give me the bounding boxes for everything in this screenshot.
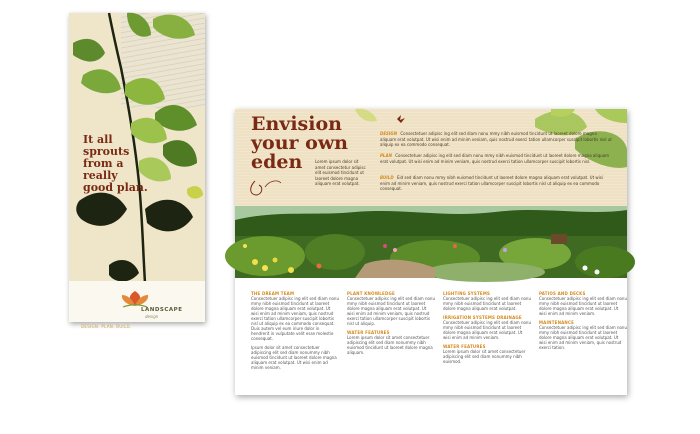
column-dream-team [251, 287, 339, 370]
column-heading: MAINTENANCE [539, 320, 575, 325]
column-heading: WATER FEATURES [443, 344, 486, 349]
section-text: Eid sed diam nonu mmy nibh euismod tincidunt ut laoreet dolore magna aliquam erat volutpat. Ut wisi enim ad minim veniam, quis nostrud exerci tation ullamcorper suscipit lobortis nisl ut aliquip ex ea commodo consequat. [380, 175, 604, 191]
column-text: Consectetuer adipisc ing elit sed diam nonu mmy nibh euismod tincidunt ut laoreet dolore magna aliquam erat volutpat. [443, 296, 531, 311]
intro-text: Lorem ipsum dolor sit amet consectetur adipisc elit euismod tincidunt ut laoreet dolore magna aliquam erat volutpat. [315, 159, 366, 186]
brochure-inside-spread [235, 109, 627, 395]
column-text: Ipsum dolor sit amet consectetuer adipiscing elit sed diam nonummy nibh euismod tincidunt ut laoreet dolore magna aliquam erat volutpat. Ut wisi enim ad minim veniam. [251, 345, 337, 370]
section-label: BUILD [380, 175, 394, 180]
garden-photo [235, 206, 627, 278]
column-heading: WATER FEATURES [347, 330, 390, 335]
section-label: DESIGN [380, 131, 398, 136]
brochure-front-panel [69, 13, 205, 329]
lotus-logo-icon [115, 290, 155, 308]
section-build [380, 175, 614, 192]
section-text: Consectetuer adipisc ing elit sed diam nonu mmy nibh euismod tincidunt ut laoreet dolore magna aliquam erat volutpat. Ut wisi enim ad minim veniam, quis nostrud exerci tation ullamcorper suscipit lobortis nisl. [380, 153, 610, 164]
column-heading: IRRIGATION SYSTEMS DRAINAGE [443, 315, 522, 320]
section-text: Consectetuer adipisc ing elit sed diam nonu mmy nibh euismod tincidunt ut laoreet dolore magna aliquam erat volutpat. Ut wisi enim ad minim veniam, quis nostrud exerci tation ullamcorper suscipit lobortis nisl ut aliquip ex ea commodo consequat. [380, 131, 612, 147]
brand-name: LANDSCAPE [141, 307, 183, 313]
section-design [380, 131, 614, 148]
column-heading: PATIOS AND DECKS [539, 291, 586, 296]
section-plan [380, 153, 614, 164]
column-text: Consectetuer adipisc ing elit sed diam nonu mmy nibh euismod tincidunt ut laoreet dolore magna aliquam erat volutpat. Ut wisi enim ad minim veniam, quis nostrud exerci tation ullamcorper suscipit lobortis nisl ut aliquip ex ea commodo consequat. Duis autem vel eum iriure dolor in hendrerit in vulputate velit esse molestie consequat. [251, 296, 339, 341]
column-heading: LIGHTING SYSTEMS [443, 291, 491, 296]
column-lighting-systems [443, 287, 531, 364]
column-text: Consectetuer adipisc ing elit sed diam nonu mmy nibh euismod tincidunt ut laoreet dolore magna aliquam erat volutpat. Ut wisi enim ad minim veniam. [443, 320, 531, 340]
column-heading: PLANT KNOWLEDGE [347, 291, 395, 296]
column-text: Lorem ipsum dolor sit amet consectetuer adipiscing elit sed diam nonummy nibh euismod. [443, 349, 526, 364]
inside-headline: Envision your own eden [251, 113, 348, 173]
column-text: Consectetuer adipisc ing elit sed diam nonu mmy nibh euismod tincidunt ut laoreet dolore magna aliquam erat volutpat. Ut wisi enim ad minim veniam, quis nostrud exerci tation. [539, 325, 627, 350]
column-text: Lorem ipsum dolor sit amet consectetuer adipiscing elit sed diam nonummy nibh euismod tincidunt ut laoreet dolore magna aliquam. [347, 335, 433, 355]
column-text: Consectetuer adipisc ing elit sed diam nonu mmy nibh euismod tincidunt ut laoreet dolore magna aliquam erat volutpat. Ut wisi enim ad minim veniam. [539, 296, 627, 316]
column-patios-and-decks [539, 287, 627, 350]
brand-motto: DESIGN. PLAN. BUILD. [81, 324, 132, 329]
brand-subtitle: design [145, 314, 159, 319]
column-text: Consectetuer adipisc ing elit sed diam nonu mmy nibh euismod tincidunt ut laoreet dolore magna aliquam erat volutpat. Ut wisi enim ad minim veniam, quis nostrud exerci tation ullamcorper suscipit lobortis nisl ut aliquip. [347, 296, 435, 326]
cover-tagline: It all sprouts from a really good plan. [83, 133, 148, 194]
column-plant-knowledge [347, 287, 435, 355]
column-heading: THE DREAM TEAM [251, 291, 295, 296]
section-label: PLAN [380, 153, 392, 158]
